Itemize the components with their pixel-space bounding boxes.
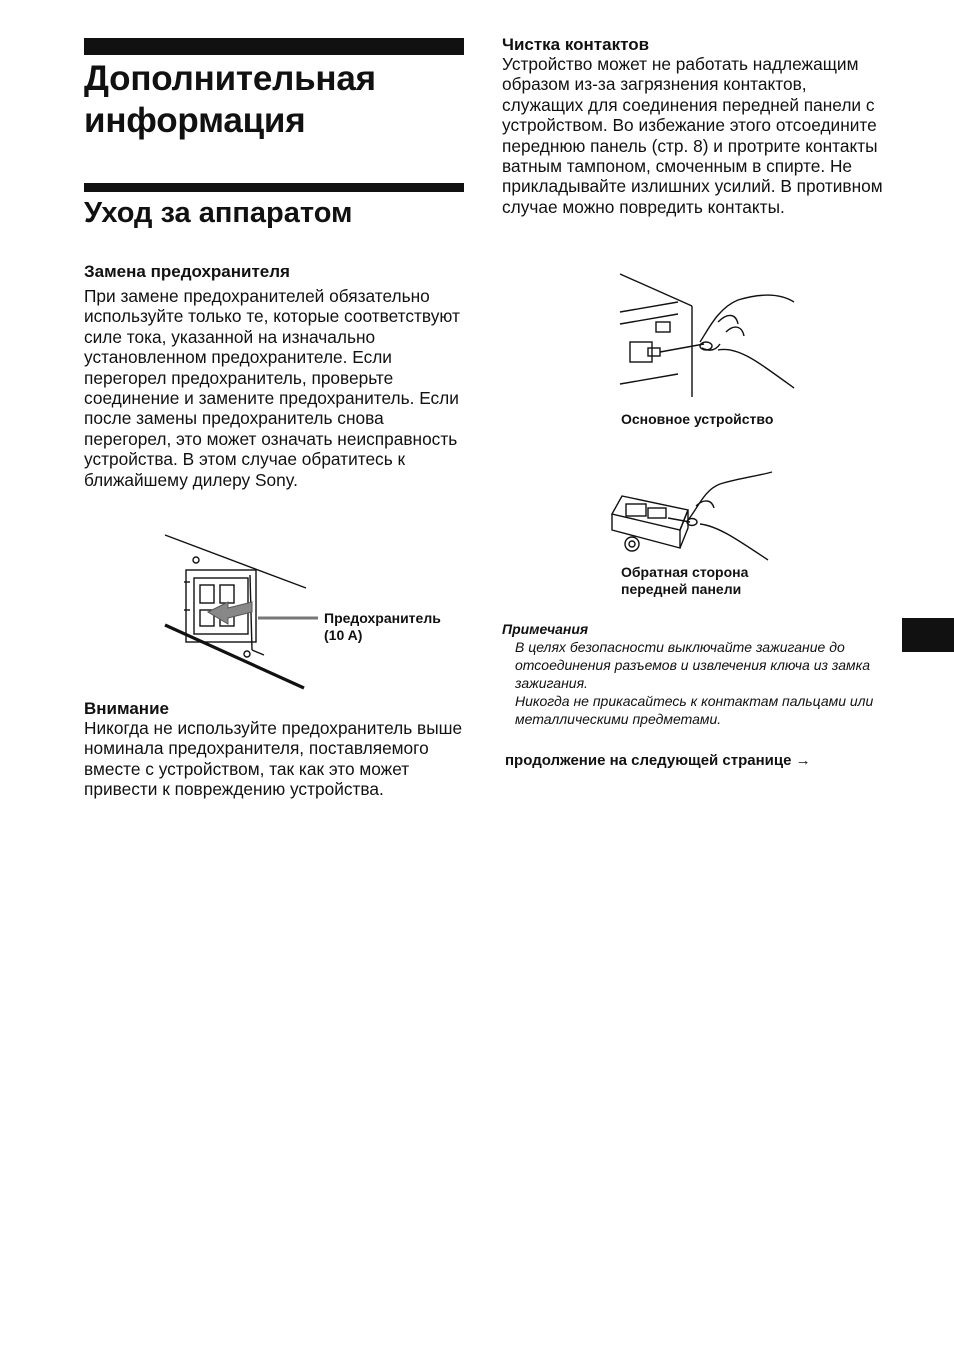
cleaning-text: Устройство может не работать надлежащим образом из-за загрязнения контактов, служащих для соединения передней панели с устройством. Во избежание этого отсоедините переднюю панель (стр. 8) и протрите контакты ватным тампоном, смоченным в спирте. Не прикладывайте излишних усилий. В противном случае можно повредить контакты. xyxy=(502,54,883,217)
main-unit-illustration xyxy=(618,272,808,402)
section-rule xyxy=(84,183,464,192)
fuse-heading: Замена предохранителя xyxy=(84,262,290,281)
main-unit-label: Основное устройство xyxy=(621,411,774,427)
continued-text: продолжение на следующей странице → xyxy=(505,752,811,769)
front-panel-illustration xyxy=(608,468,808,568)
title-rule xyxy=(84,38,464,55)
warning-text: Никогда не используйте предохранитель выше номинала предохранителя, поставляемого вместе с устройством, так как это может привести к повреждению устройства. xyxy=(84,718,463,800)
warning-heading: Внимание xyxy=(84,699,169,718)
fuse-label-line2: (10 A) xyxy=(324,627,363,643)
note-item: Никогда не прикасайтесь к контактам пальцами или металлическими предметами. xyxy=(515,693,874,727)
notes-list xyxy=(515,638,883,728)
notes-heading: Примечания xyxy=(502,621,589,637)
page-title: Дополнительная информация xyxy=(84,59,376,140)
cleaning-heading: Чистка контактов xyxy=(502,35,650,54)
section-tab xyxy=(902,618,954,652)
section-title: Уход за аппаратом xyxy=(84,197,353,229)
front-panel-label-line2: передней панели xyxy=(621,581,742,597)
fuse-text: При замене предохранителей обязательно используйте только те, которые соответствуют силе тока, указанной на изначально установленном предохранителе. Если перегорел предохранитель, проверьте соединение и замените предохранитель. Если после замены предохранитель снова перегорел, это может означать неисправность устройства. В этом случае обратитесь к ближайшему дилеру Sony. xyxy=(84,286,460,490)
note-item: В целях безопасности выключайте зажигание до отсоединения разъемов и извлечения ключа из замка зажигания. xyxy=(515,639,871,691)
fuse-label-line1: Предохранитель xyxy=(324,610,441,626)
front-panel-label-line1: Обратная сторона xyxy=(621,564,749,580)
